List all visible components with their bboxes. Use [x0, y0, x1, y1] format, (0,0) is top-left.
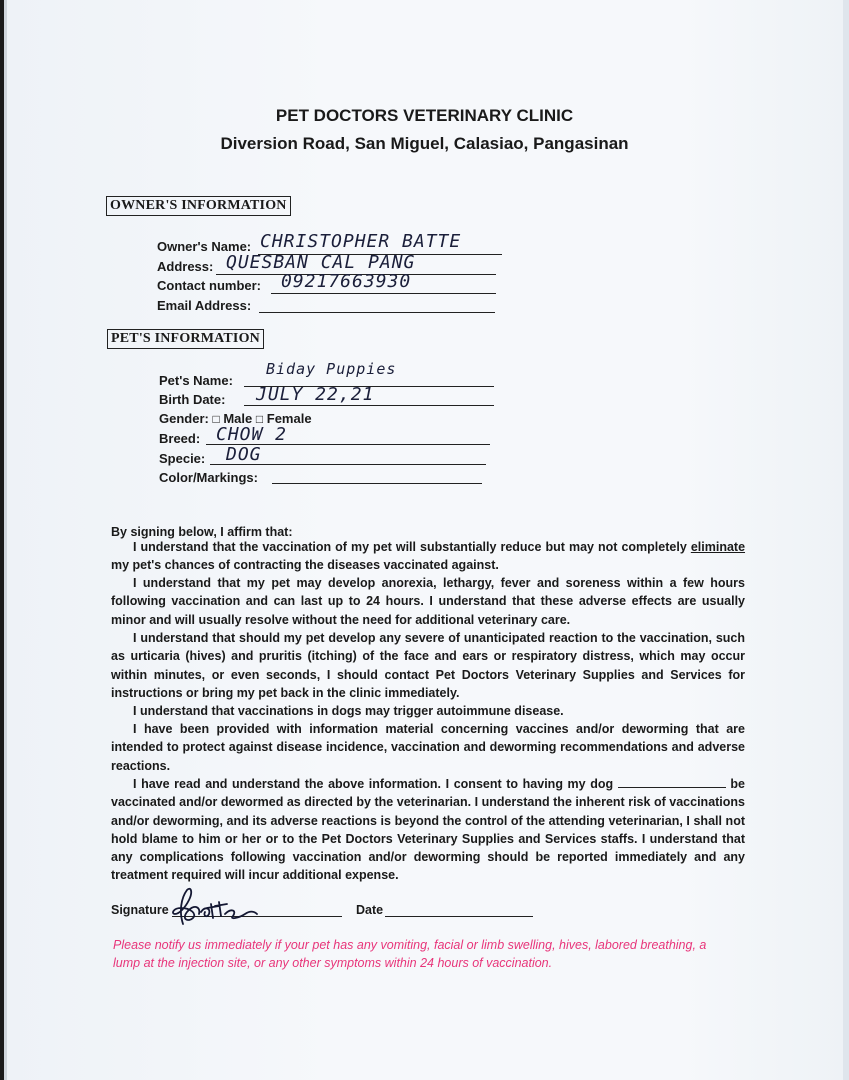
specie-value[interactable]: DOG	[226, 444, 262, 465]
owner-name-label: Owner's Name:	[157, 239, 252, 254]
specie-label: Specie:	[159, 451, 206, 466]
owner-name-value[interactable]: CHRISTOPHER BATTE	[260, 231, 462, 252]
consent-p1-b: my pet's chances of contracting the diseases vaccinated against.	[111, 558, 499, 573]
signature-scribble	[165, 884, 265, 930]
birth-date-line	[244, 405, 494, 406]
clinic-address: Diversion Road, San Miguel, Calasiao, Pangasinan	[220, 134, 629, 153]
address-value[interactable]: QUESBAN CAL PANG	[226, 252, 416, 273]
female-label: Female	[266, 411, 312, 426]
consent-heading: By signing below, I affirm that:	[111, 525, 293, 539]
contact-value[interactable]: 09217663930	[281, 271, 412, 292]
owner-section-title: OWNER'S INFORMATION	[106, 196, 291, 216]
color-markings-label: Color/Markings:	[159, 470, 258, 485]
female-checkbox[interactable]: □	[255, 412, 264, 426]
date-line[interactable]	[385, 916, 533, 917]
email-line	[259, 312, 495, 313]
birth-date-value[interactable]: JULY 22,21	[256, 384, 375, 405]
pet-name-label: Pet's Name:	[159, 373, 233, 388]
contact-line	[271, 293, 496, 294]
date-label: Date	[356, 903, 384, 917]
consent-paragraph-6	[111, 775, 745, 885]
consent-p6-b: be vaccinated and/or dewormed as directed by the veterinarian. I understand the inherent risk of vaccinations and/or deworming, and its adverse reactions is beyond the control of the attending veterinarian, I shall not hold blame to him or her or to the Pet Doctors Veterinary Supplies and Services staffs. I understand that any complications following vaccination and/or deworming should be reported immediately and any treatment required will incur additional expense.	[111, 777, 745, 883]
color-markings-line	[272, 483, 482, 484]
notice-text: Please notify us immediately if your pet has any vomiting, facial or limb swelling, hives, labored breathing, a lump at the injection site, or any other symptoms within 24 hours of vaccination.	[113, 938, 707, 970]
dog-name-blank[interactable]	[618, 777, 726, 788]
consent-paragraph-4: I understand that vaccinations in dogs may trigger autoimmune disease.	[133, 704, 564, 718]
consent-paragraph-3: I understand that should my pet develop any severe of unanticipated reaction to the vaccination, such as urticaria (hives) and pruritis (itching) of the face and ears or respiratory distress, which may occur within minutes, or even seconds, I should contact Pet Doctors Veterinary Supplies and Services for instructions or bring my pet back in the clinic immediately.	[111, 631, 745, 700]
breed-label: Breed:	[159, 431, 201, 446]
consent-paragraph-2: I understand that my pet may develop anorexia, lethargy, fever and soreness within a few hours following vaccination and can last up to 24 hours. I understand that these adverse effects are usually minor and will usually resolve without the need for additional veterinary care.	[111, 576, 745, 627]
consent-p1-underlined: eliminate	[690, 540, 746, 554]
address-label: Address:	[157, 259, 214, 274]
consent-paragraph-1	[111, 538, 745, 575]
signature-label: Signature	[111, 903, 169, 917]
consent-paragraph-5: I have been provided with information material concerning vaccines and/or deworming that are intended to protect against disease incidence, vaccination and deworming recommendations and adverse reactions.	[111, 722, 745, 773]
male-checkbox[interactable]: □	[212, 412, 220, 426]
male-label: Male	[223, 411, 253, 426]
pet-section-title: PET'S INFORMATION	[107, 329, 264, 349]
scan-edge-shadow	[4, 0, 7, 1080]
scan-right-edge	[843, 0, 849, 1080]
contact-label: Contact number:	[157, 278, 261, 293]
consent-p1-a: I understand that the vaccination of my pet will substantially reduce but may not completely	[133, 540, 687, 554]
breed-value[interactable]: CHOW 2	[216, 424, 288, 445]
consent-p6-a: I have read and understand the above information. I consent to having my dog	[133, 777, 614, 791]
pet-name-value[interactable]: Biday Puppies	[266, 360, 397, 378]
gender-label: Gender:	[159, 411, 209, 426]
email-label: Email Address:	[157, 298, 252, 313]
birth-date-label: Birth Date:	[159, 392, 226, 407]
clinic-name: PET DOCTORS VETERINARY CLINIC	[275, 106, 574, 125]
